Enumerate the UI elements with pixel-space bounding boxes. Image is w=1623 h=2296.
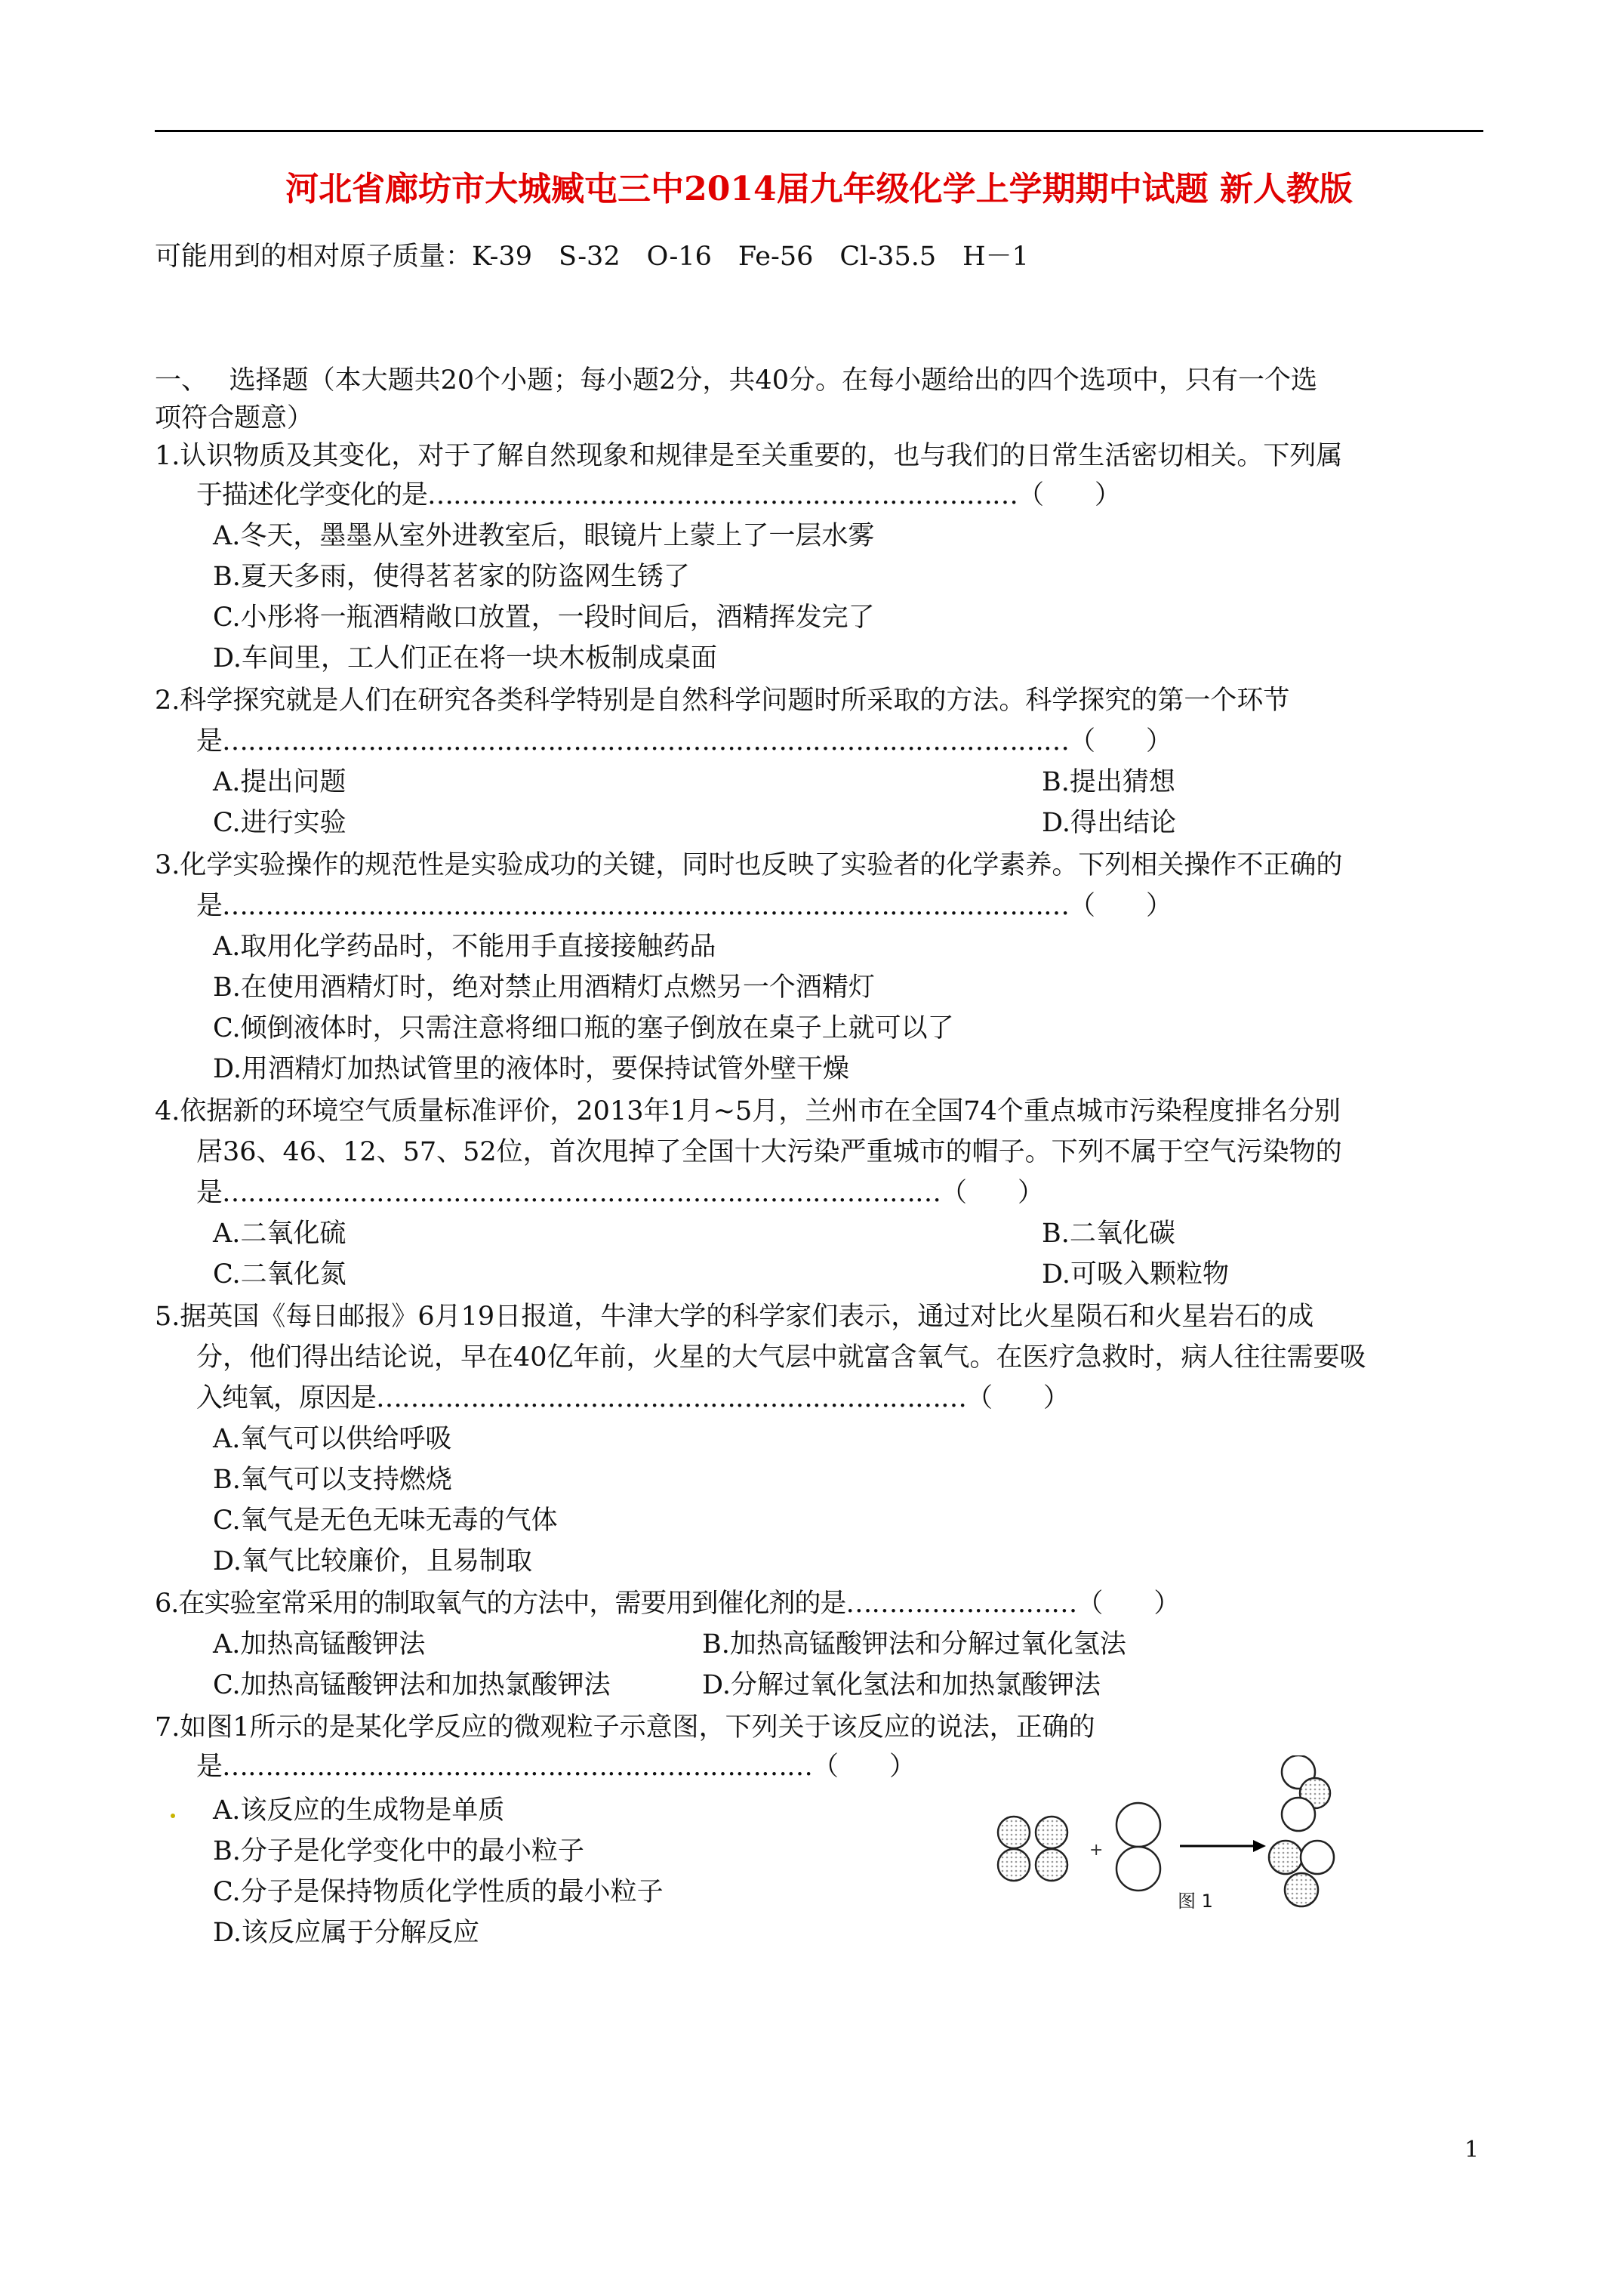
q7-stem-line2: 是……………………………………………………………（ ） [196,1752,916,1782]
q3-option-c: C.倾倒液体时，只需注意将细口瓶的塞子倒放在桌子上就可以了 [213,1013,954,1043]
q1-option-d: D.车间里，工人们正在将一块木板制成桌面 [213,643,717,673]
q1-option-c: C.小彤将一瓶酒精敞口放置，一段时间后，酒精挥发完了 [213,603,875,633]
q5-option-b: B.氧气可以支持燃烧 [213,1465,452,1495]
section-heading-line1: 一、 选择题（本大题共20个小题；每小题2分，共40分。在每小题给出的四个选项中，只有一个选 [155,365,1317,396]
marker-dot [171,1814,175,1818]
exam-title: 河北省廊坊市大城臧屯三中2014届九年级化学上学期期中试题 新人教版 [285,170,1353,208]
q7-stem-line1: 7.如图1所示的是某化学反应的微观粒子示意图，下列关于该反应的说法，正确的 [155,1712,1095,1743]
q7-option-b: B.分子是化学变化中的最小粒子 [213,1836,584,1866]
figure-caption: 图 1 [1178,1891,1213,1912]
q3-option-b: B.在使用酒精灯时，绝对禁止用酒精灯点燃另一个酒精灯 [213,972,875,1003]
q4-stem-line2: 居36、46、12、57、52位，首次甩掉了全国十大污染严重城市的帽子。下列不属于空气污染物的 [196,1137,1342,1167]
q2-option-c: C.进行实验 [213,808,346,838]
q4-option-b: B.二氧化碳 [1042,1219,1175,1249]
q6-option-c: C.加热高锰酸钾法和加热氯酸钾法 [213,1670,611,1700]
q5-option-c: C.氧气是无色无味无毒的气体 [213,1505,558,1536]
q7-option-a: A.该反应的生成物是单质 [213,1795,505,1826]
q4-stem-line1: 4.依据新的环境空气质量标准评价，2013年1月~5月，兰州市在全国74个重点城市污染程度排名分别 [155,1096,1341,1126]
q5-option-a: A.氧气可以供给呼吸 [213,1424,452,1454]
q5-stem-line2: 分，他们得出结论说，早在40亿年前，火星的大气层中就富含氧气。在医疗急救时，病人往往需要吸 [196,1342,1366,1373]
q7-option-d: D.该反应属于分解反应 [213,1918,479,1948]
q2-option-b: B.提出猜想 [1042,767,1175,797]
q2-option-a: A.提出问题 [213,767,346,797]
q5-option-d: D.氧气比较廉价，且易制取 [213,1546,532,1576]
reactant-molecules-dotted [998,1817,1067,1881]
q3-stem-line2: 是………………………………………………………………………………………（ ） [196,891,1172,921]
q5-stem-line1: 5.据英国《每日邮报》6月19日报道，牛津大学的科学家们表示，通过对比火星陨石和火星岩石的成 [155,1302,1314,1332]
q3-stem-line1: 3.化学实验操作的规范性是实验成功的关键，同时也反映了实验者的化学素养。下列相关操作不正确的 [155,850,1343,880]
q2-option-d: D.得出结论 [1042,808,1176,838]
q4-option-c: C.二氧化氮 [213,1259,346,1290]
page-number: 1 [1464,2137,1480,2163]
q6-option-b: B.加热高锰酸钾法和分解过氧化氢法 [702,1629,1126,1660]
plus-sign: + [1089,1841,1104,1860]
q3-option-a: A.取用化学药品时，不能用手直接接触药品 [213,932,716,962]
reactant-molecule-white [1116,1803,1160,1891]
q4-option-a: A.二氧化硫 [213,1219,346,1249]
q6-option-a: A.加热高锰酸钾法 [213,1629,426,1660]
header-rule [155,130,1483,132]
q4-option-d: D.可吸入颗粒物 [1042,1259,1229,1290]
reaction-diagram [978,1755,1370,1937]
q1-stem-line1: 1.认识物质及其变化，对于了解自然现象和规律是至关重要的，也与我们的日常生活密切相关。下列属 [155,441,1343,471]
atomic-masses: 可能用到的相对原子质量：K-39 S-32 O-16 Fe-56 Cl-35.5 H－1 [155,242,1029,272]
q3-option-d: D.用酒精灯加热试管里的液体时，要保持试管外壁干燥 [213,1054,849,1084]
q4-stem-line3: 是…………………………………………………………………………（ ） [196,1178,1044,1208]
q1-stem-line2: 于描述化学变化的是……………………………………………………………（ ） [196,480,1121,510]
q1-option-a: A.冬天，墨墨从室外进教室后，眼镜片上蒙上了一层水雾 [213,521,875,551]
q2-stem-line2: 是………………………………………………………………………………………（ ） [196,726,1172,757]
q6-option-d: D.分解过氧化氢法和加热氯酸钾法 [702,1670,1101,1700]
q5-stem-line3: 入纯氧，原因是……………………………………………………………（ ） [196,1383,1070,1413]
reaction-arrow [1180,1840,1266,1852]
q2-stem-line1: 2.科学探究就是人们在研究各类科学特别是自然科学问题时所采取的方法。科学探究的第一个环节 [155,686,1290,716]
q1-option-b: B.夏天多雨，使得茗茗家的防盗网生锈了 [213,562,690,592]
product-molecules [1269,1755,1334,1906]
q6-stem-line1: 6.在实验室常采用的制取氧气的方法中，需要用到催化剂的是………………………（ ） [155,1589,1180,1619]
section-heading-line2: 项符合题意） [155,403,314,433]
q7-option-c: C.分子是保持物质化学性质的最小粒子 [213,1877,664,1907]
